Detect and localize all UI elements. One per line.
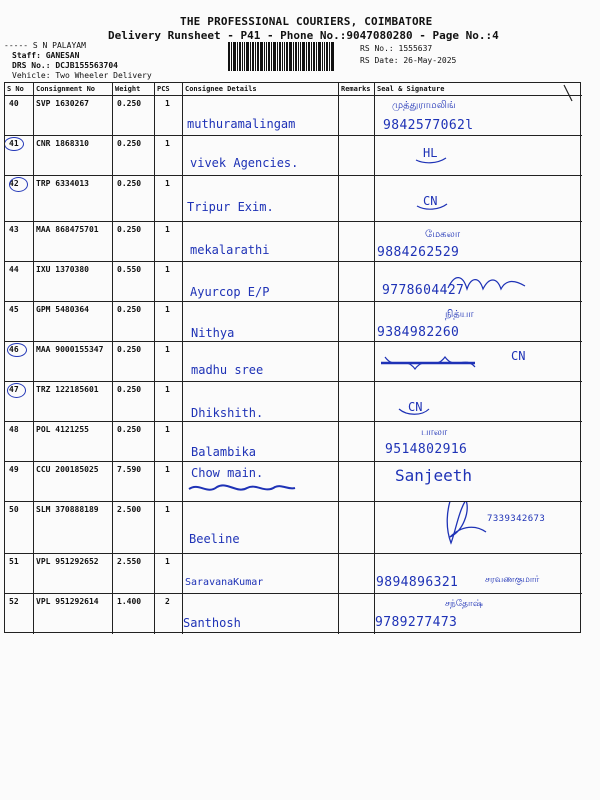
seal-cell (375, 502, 582, 553)
drs-value: DCJB155563704 (55, 61, 118, 70)
sno-text: 48 (9, 425, 19, 434)
consignment-cell (34, 342, 113, 381)
pcs-cell (155, 342, 183, 381)
circle-mark (5, 137, 24, 151)
pcs-text: 1 (165, 557, 170, 566)
phone-handwriting: 9789277473 (375, 615, 458, 630)
consignee-cell (183, 262, 339, 301)
table-header-row (5, 83, 582, 96)
seal-cell (375, 136, 582, 175)
table-row (5, 502, 582, 554)
consignee-name: mekalarathi (190, 243, 270, 257)
sno-text: 49 (9, 465, 19, 474)
signature-scribble (435, 502, 495, 553)
consignee-name: Beeline (189, 532, 240, 546)
weight-cell (113, 462, 155, 501)
table-row (5, 554, 582, 594)
sno-cell (5, 176, 34, 221)
remarks-cell (339, 302, 375, 341)
circle-mark (7, 383, 26, 398)
consignee-cell (183, 502, 339, 553)
sno-text: 44 (9, 265, 19, 274)
consignee-cell (183, 422, 339, 461)
branch-line (4, 41, 86, 51)
remarks-cell (339, 96, 375, 135)
seal-cell (375, 462, 582, 501)
weight-text: 7.590 (117, 465, 142, 474)
pcs-text: 1 (165, 179, 170, 188)
weight-text: 0.250 (117, 425, 142, 434)
table-row (5, 136, 582, 176)
pcs-cell (155, 382, 183, 421)
consignee-cell (183, 176, 339, 221)
branch-prefix: ----- (4, 41, 33, 50)
consignment-text: VPL 951292652 (36, 557, 99, 566)
table-row (5, 222, 582, 262)
branch-name: S N PALAYAM (32, 41, 86, 50)
remarks-cell (339, 554, 375, 593)
consignee-name: Santhosh (183, 616, 241, 630)
seal-word: சரவணகுமார் (485, 575, 540, 585)
pcs-cell (155, 222, 183, 261)
sno-cell (5, 302, 34, 341)
table-row (5, 176, 582, 222)
sno-text: 50 (9, 505, 19, 514)
pcs-cell (155, 462, 183, 501)
remarks-cell (339, 462, 375, 501)
signature-scribble (445, 270, 530, 300)
sno-cell (5, 96, 34, 135)
sno-cell (5, 462, 34, 501)
consignment-cell (34, 222, 113, 261)
sno-text: 47 (9, 385, 19, 394)
weight-cell (113, 96, 155, 135)
weight-cell (113, 262, 155, 301)
pcs-cell (155, 176, 183, 221)
pcs-text: 1 (165, 385, 170, 394)
consignment-text: SVP 1630267 (36, 99, 89, 108)
circle-mark (7, 343, 27, 357)
seal-scribble (412, 190, 452, 212)
consignment-cell (34, 96, 113, 135)
phone-handwriting: 9894896321 (376, 575, 459, 590)
seal-mark: CN (408, 400, 423, 414)
seal-word: சந்தோஷ் (445, 599, 483, 609)
pcs-cell (155, 502, 183, 553)
remarks-cell (339, 222, 375, 261)
weight-text: 0.250 (117, 345, 142, 354)
consignment-text: TRP 6334013 (36, 179, 89, 188)
rs-date-line: RS Date: 26-May-2025 (360, 56, 457, 65)
remarks-cell (339, 382, 375, 421)
remarks-cell (339, 422, 375, 461)
pcs-cell (155, 594, 183, 634)
header-consignment: Consignment No (34, 83, 113, 95)
pcs-cell (155, 262, 183, 301)
sno-text: 40 (9, 99, 19, 108)
remarks-cell (339, 502, 375, 553)
table-row (5, 422, 582, 462)
header-sno: S No (5, 83, 34, 95)
sno-cell (5, 594, 34, 634)
consignee-cell (183, 462, 339, 501)
weight-text: 0.250 (117, 225, 142, 234)
consignee-cell (183, 96, 339, 135)
table-row (5, 342, 582, 382)
table-row (5, 96, 582, 136)
consignment-cell (34, 302, 113, 341)
pcs-text: 1 (165, 139, 170, 148)
consignee-name: SaravanaKumar (185, 577, 264, 588)
runsheet-table (4, 82, 581, 633)
consignee-cell (183, 302, 339, 341)
header-pcs: PCS (155, 83, 183, 95)
consignee-name: Balambika (191, 445, 257, 459)
barcode-image (228, 42, 352, 71)
sno-cell (5, 554, 34, 593)
consignment-cell (34, 176, 113, 221)
pcs-text: 1 (165, 425, 170, 434)
sno-text: 43 (9, 225, 19, 234)
table-row (5, 594, 582, 634)
seal-cell (375, 594, 582, 634)
seal-cell (375, 422, 582, 461)
weight-cell (113, 342, 155, 381)
table-row (5, 262, 582, 302)
pcs-cell (155, 554, 183, 593)
seal-cell (375, 96, 582, 135)
seal-word: மேகலா (425, 229, 461, 240)
seal-mark: HL (423, 146, 438, 160)
header-seal-signature: Seal & Signature (377, 85, 445, 93)
sno-text: 42 (9, 179, 19, 188)
phone-handwriting: 9514802916 (385, 442, 468, 457)
sno-cell (5, 502, 34, 553)
seal-word: முத்துராமலிங் (392, 100, 456, 111)
remarks-cell (339, 594, 375, 634)
weight-text: 0.250 (117, 385, 142, 394)
consignment-text: POL 4121255 (36, 425, 89, 434)
consignment-cell (34, 554, 113, 593)
weight-text: 0.550 (117, 265, 142, 274)
table-row (5, 382, 582, 422)
header-remarks: Remarks (339, 83, 375, 95)
consignment-text: GPM 5480364 (36, 305, 89, 314)
circle-mark (9, 177, 28, 192)
consignment-cell (34, 594, 113, 634)
weight-cell (113, 382, 155, 421)
remarks-cell (339, 176, 375, 221)
consignee-cell (183, 594, 339, 634)
weight-text: 0.250 (117, 139, 142, 148)
weight-cell (113, 422, 155, 461)
consignment-text: VPL 951292614 (36, 597, 99, 606)
seal-mark: CN (423, 194, 438, 208)
table-row (5, 302, 582, 342)
weight-text: 2.500 (117, 505, 142, 514)
company-title: THE PROFESSIONAL COURIERS, COIMBATORE (180, 15, 433, 28)
check-mark (560, 83, 580, 103)
phone-handwriting: 7339342673 (487, 514, 546, 524)
sno-text: 46 (9, 345, 19, 354)
phone-handwriting: 9842577062l (383, 118, 474, 133)
header-weight: Weight (113, 83, 155, 95)
consignment-cell (34, 136, 113, 175)
runsheet-subtitle: Delivery Runsheet - P41 - Phone No.:9047080280 - Page No.:4 (108, 29, 499, 42)
seal-scribble (412, 144, 452, 166)
sno-text: 41 (9, 139, 19, 148)
weight-cell (113, 302, 155, 341)
pcs-text: 1 (165, 505, 170, 514)
phone-handwriting: 9884262529 (377, 245, 460, 260)
weight-cell (113, 222, 155, 261)
staff-line: Staff: GANESAN (12, 51, 80, 60)
header-consignee: Consignee Details (183, 83, 339, 95)
seal-mark: CN (511, 349, 526, 363)
sno-text: 52 (9, 597, 19, 606)
sno-cell (5, 136, 34, 175)
consignment-text: CNR 1868310 (36, 139, 89, 148)
pcs-text: 1 (165, 225, 170, 234)
consignment-cell (34, 502, 113, 553)
consignment-text: TRZ 122185601 (36, 385, 99, 394)
seal-cell (375, 302, 582, 341)
struck-number-scribble (377, 353, 497, 373)
remarks-cell (339, 136, 375, 175)
weight-cell (113, 502, 155, 553)
rs-no-line: RS No.: 1555637 (360, 44, 433, 53)
consignment-text: CCU 200185025 (36, 465, 99, 474)
seal-cell (375, 554, 582, 593)
consignee-name: muthuramalingam (187, 117, 296, 131)
weight-text: 1.400 (117, 597, 142, 606)
pcs-text: 1 (165, 265, 170, 274)
weight-cell (113, 554, 155, 593)
phone-handwriting: 9384982260 (377, 325, 460, 340)
pcs-text: 1 (165, 305, 170, 314)
consignment-cell (34, 382, 113, 421)
consignment-text: MAA 868475701 (36, 225, 99, 234)
sno-cell (5, 382, 34, 421)
seal-cell (375, 262, 582, 301)
pcs-text: 1 (165, 99, 170, 108)
consignee-cell (183, 554, 339, 593)
consignee-cell (183, 342, 339, 381)
seal-cell (375, 176, 582, 221)
weight-text: 2.550 (117, 557, 142, 566)
pcs-cell (155, 422, 183, 461)
drs-label: DRS No.: (12, 61, 51, 70)
consignee-name: vivek Agencies. (190, 156, 299, 170)
consignment-cell (34, 262, 113, 301)
seal-scribble (395, 395, 433, 419)
consignee-name: Tripur Exim. (187, 200, 274, 214)
sno-cell (5, 342, 34, 381)
phone-handwriting: 9778604427 (382, 283, 465, 298)
vehicle-line: Vehicle: Two Wheeler Delivery (12, 71, 152, 80)
consignment-cell (34, 462, 113, 501)
seal-word: நித்யா (445, 309, 474, 320)
consignment-text: MAA 9000155347 (36, 345, 104, 354)
consignee-cell (183, 222, 339, 261)
pcs-text: 2 (165, 597, 170, 606)
seal-cell (375, 342, 582, 381)
sno-cell (5, 262, 34, 301)
weight-cell (113, 176, 155, 221)
strike-scribble (187, 479, 297, 497)
consignee-name: Chow main. (191, 466, 264, 480)
consignee-cell (183, 382, 339, 421)
seal-word: Sanjeeth (395, 466, 473, 485)
consignee-name: Dhikshith. (191, 406, 264, 420)
consignment-text: SLM 370888189 (36, 505, 99, 514)
sno-text: 45 (9, 305, 19, 314)
pcs-cell (155, 96, 183, 135)
consignee-name: madhu sree (191, 363, 264, 377)
sno-cell (5, 222, 34, 261)
seal-cell (375, 382, 582, 421)
consignee-name: Ayurcop E/P (190, 285, 270, 299)
weight-cell (113, 136, 155, 175)
seal-cell (375, 222, 582, 261)
consignment-cell (34, 422, 113, 461)
pcs-cell (155, 302, 183, 341)
weight-cell (113, 594, 155, 634)
drs-line (12, 61, 118, 71)
pcs-cell (155, 136, 183, 175)
remarks-cell (339, 342, 375, 381)
sno-text: 51 (9, 557, 19, 566)
sno-cell (5, 422, 34, 461)
weight-text: 0.250 (117, 179, 142, 188)
remarks-cell (339, 262, 375, 301)
consignee-cell (183, 136, 339, 175)
table-row (5, 462, 582, 502)
weight-text: 0.250 (117, 305, 142, 314)
consignment-text: IXU 1370380 (36, 265, 89, 274)
pcs-text: 1 (165, 465, 170, 474)
seal-word: பாலா (421, 427, 448, 438)
weight-text: 0.250 (117, 99, 142, 108)
pcs-text: 1 (165, 345, 170, 354)
consignee-name: Nithya (191, 326, 235, 340)
